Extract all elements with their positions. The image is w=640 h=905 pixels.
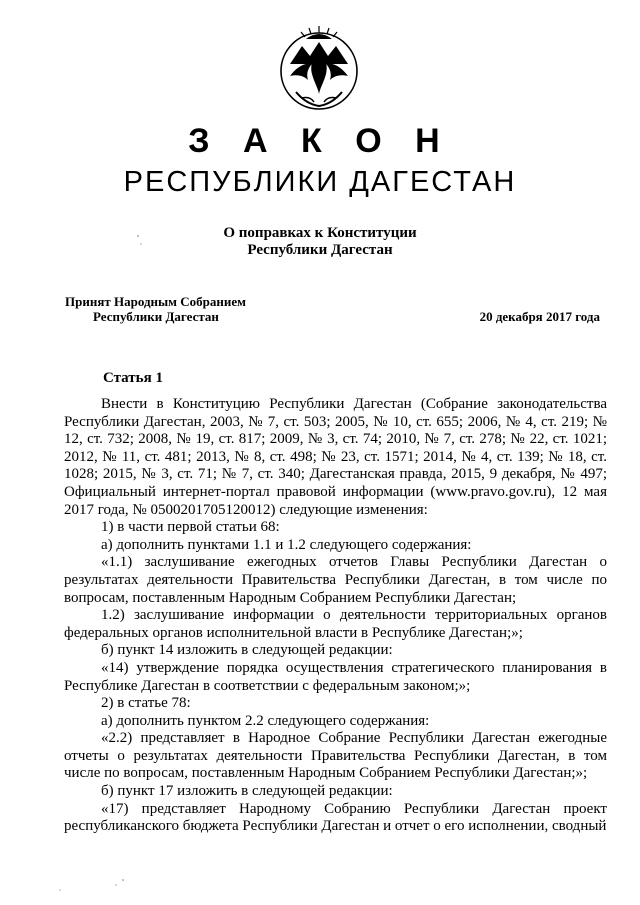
- adoption-info: [65, 294, 246, 324]
- dagestan-coat-of-arms-icon: [276, 24, 362, 116]
- law-subject-line-2: Республики Дагестан: [247, 242, 393, 258]
- paragraph: 1) в части первой статьи 68:: [101, 519, 280, 536]
- paragraph: а) дополнить пунктом 2.2 следующего содержания:: [101, 712, 430, 729]
- paragraph: 2) в статье 78:: [101, 695, 191, 712]
- law-title: З А К О Н: [188, 122, 452, 160]
- paragraph: «1.1) заслушивание ежегодных отчетов Главы Республики Дагестан о результатах деятельности Правительства Республики Дагестан, в том числе по вопросам, поставленным Народным Собранием Республики Дагестан;: [64, 554, 607, 606]
- paragraph: б) пункт 14 изложить в следующей редакции:: [101, 642, 393, 659]
- article-body: [64, 396, 607, 836]
- adoption-date: 20 декабря 2017 года: [479, 309, 600, 324]
- paragraph: «14) утверждение порядка осуществления стратегического планирования в Республике Дагестан в соответствии с федеральным законом;»;: [64, 659, 607, 694]
- paragraph: б) пункт 17 изложить в следующей редакции:: [101, 783, 393, 800]
- paragraph: а) дополнить пунктами 1.1 и 1.2 следующего содержания:: [101, 536, 472, 553]
- adoption-line-2: Республики Дагестан: [93, 309, 219, 324]
- paragraph: «2.2) представляет в Народное Собрание Республики Дагестан ежегодные отчеты о результатах деятельности Правительства Республики Дагестан, в том числе по вопросам, поставленным Народным Собранием Республики Дагестан;»;: [64, 730, 607, 782]
- paragraph: «17) представляет Народному Собранию Республики Дагестан проект республиканского бюджета Республики Дагестан и отчет о его исполнении, сводный: [64, 800, 607, 835]
- law-subject: [0, 225, 640, 259]
- adoption-line-1: Принят Народным Собранием: [65, 294, 247, 309]
- law-subject-line-1: О поправках к Конституции: [223, 225, 417, 241]
- paragraph: 1.2) заслушивание информации о деятельности территориальных органов федеральных органов исполнительной власти в Республике Дагестан;»;: [64, 607, 607, 641]
- republic-title: РЕСПУБЛИКИ ДАГЕСТАН: [123, 166, 517, 198]
- paragraph: Внести в Конституцию Республики Дагестан (Собрание законодательства Республики Дагестан, 2003, № 7, ст. 503; 2005, № 10, ст. 655; 2006, № 4, ст. 219; № 12, ст. 732; 2008, № 19, ст. 817; 2009, № 3, ст. 74; 2010, № 7, ст. 278; № 22, ст. 1021; 2012, № 11, ст. 481; 2013, № 8, ст. 498; № 23, ст. 1571; 2014, № 4, ст. 139; № 18, ст. 1028; 2015, № 3, ст. 71; № 7, ст. 340; Дагестанская правда, 2015, 9 декабря, № 497; Официальный интернет-портал правовой информации (www.pravo.gov.ru), 12 мая 2017 года, № 0500201705120012) следующие изменения:: [64, 396, 607, 518]
- article-heading: Статья 1: [103, 370, 163, 386]
